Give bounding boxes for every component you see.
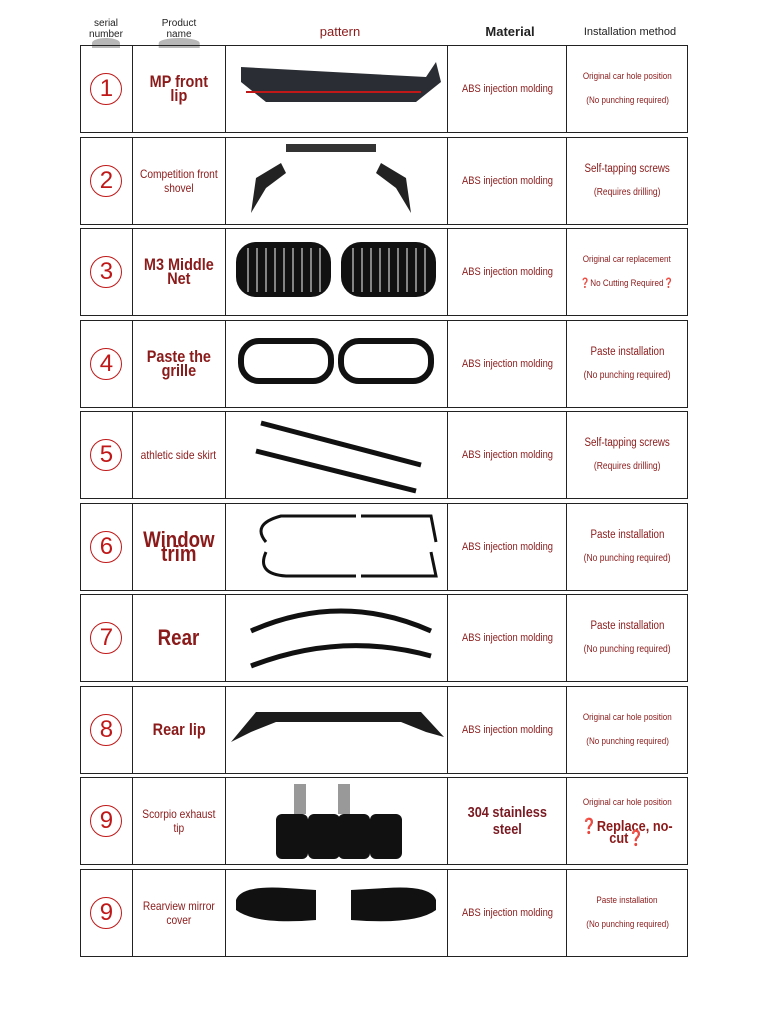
- pattern-cell: [226, 778, 448, 864]
- installation-note: (No punching required): [585, 735, 669, 747]
- front-lip-image: [226, 47, 446, 132]
- serial-cell: [81, 504, 133, 590]
- material-cell: [448, 138, 568, 224]
- material-cell: [448, 687, 568, 773]
- product-name-cell: [133, 412, 226, 498]
- exhaust-tip-image: [226, 779, 446, 864]
- serial-number: 7: [90, 622, 122, 654]
- installation-cell: [567, 321, 687, 407]
- table-row: [80, 869, 688, 957]
- installation-note: (No punching required): [583, 552, 671, 564]
- serial-number: 1: [90, 73, 122, 105]
- serial-cell: [81, 687, 133, 773]
- material-text: ABS injection molding: [461, 540, 553, 553]
- installation-cell: [567, 412, 687, 498]
- installation-cell: [567, 46, 687, 132]
- installation-note: (Requires drilling): [593, 461, 661, 472]
- installation-method: Original car replacement: [583, 254, 672, 265]
- installation-method: Paste installation: [590, 620, 665, 632]
- table-row: [80, 320, 688, 408]
- table-row: [80, 45, 688, 133]
- table-row: [80, 503, 688, 591]
- installation-note: (No punching required): [585, 918, 669, 930]
- header-serial-number: [86, 18, 126, 40]
- serial-cell: [81, 229, 133, 315]
- product-name: athletic side skirt: [140, 448, 217, 462]
- installation-method: Paste installation: [590, 345, 665, 358]
- m3-grille-image: [226, 230, 446, 315]
- window-trim-image: [226, 504, 446, 589]
- pattern-cell: [226, 595, 448, 681]
- material-text: ABS injection molding: [461, 83, 553, 95]
- table-row: [80, 686, 688, 774]
- material-cell: [448, 870, 568, 956]
- serial-cell: [81, 138, 133, 224]
- serial-number: 6: [90, 531, 122, 563]
- installation-cell: [567, 504, 687, 590]
- installation-method: Paste installation: [590, 528, 665, 541]
- installation-method: Self-tapping screws: [584, 162, 670, 175]
- pattern-cell: [226, 229, 448, 315]
- installation-note: ❓No Cutting Required❓: [580, 278, 674, 289]
- installation-note: (Requires drilling): [593, 186, 661, 198]
- installation-note: (No punching required): [583, 369, 671, 381]
- product-name-cell: [133, 778, 226, 864]
- pattern-cell: [226, 687, 448, 773]
- product-name-cell: [133, 138, 226, 224]
- material-text: ABS injection molding: [461, 357, 553, 370]
- pattern-cell: [226, 138, 448, 224]
- header-label: Product name: [161, 18, 197, 40]
- installation-cell: [567, 595, 687, 681]
- serial-number: 3: [90, 256, 122, 288]
- product-name: M3 Middle Net: [143, 255, 214, 288]
- serial-number: 2: [90, 165, 122, 197]
- serial-cell: [81, 778, 133, 864]
- installation-cell: [567, 138, 687, 224]
- mirror-cover-image: [226, 870, 446, 955]
- material-text: 304 stainless steel: [467, 804, 547, 838]
- serial-cell: [81, 46, 133, 132]
- product-name-cell: [133, 46, 226, 132]
- pattern-cell: [226, 46, 448, 132]
- product-name-cell: [133, 687, 226, 773]
- front-shovel-image: [226, 138, 446, 223]
- serial-cell: [81, 412, 133, 498]
- serial-number: 9: [90, 805, 122, 837]
- header-installation-method: Installation method: [583, 26, 677, 38]
- header-label: serial number: [89, 18, 123, 40]
- installation-cell: [567, 778, 687, 864]
- material-cell: [448, 229, 568, 315]
- installation-cell: [567, 870, 687, 956]
- material-cell: [448, 321, 568, 407]
- installation-cell: [567, 687, 687, 773]
- header-pattern: pattern: [319, 24, 361, 39]
- material-text: ABS injection molding: [461, 632, 553, 644]
- serial-number: 8: [90, 714, 122, 746]
- material-text: ABS injection molding: [461, 266, 553, 278]
- installation-cell: [567, 229, 687, 315]
- rear-spoiler-image: [226, 596, 446, 681]
- installation-method: Original car hole position: [582, 71, 672, 82]
- material-cell: [448, 46, 568, 132]
- installation-note: (No punching required): [583, 644, 671, 655]
- material-text: ABS injection molding: [461, 723, 553, 736]
- product-name-cell: [133, 595, 226, 681]
- material-cell: [448, 595, 568, 681]
- serial-number: 5: [90, 439, 122, 471]
- product-name-cell: [133, 504, 226, 590]
- serial-cell: [81, 321, 133, 407]
- installation-method: Original car hole position: [582, 711, 672, 723]
- product-name-cell: [133, 870, 226, 956]
- header-material: Material: [485, 24, 535, 39]
- table-row: [80, 777, 688, 865]
- product-name: Rear lip: [152, 719, 206, 739]
- table-row: [80, 594, 688, 682]
- installation-method: Paste installation: [596, 894, 658, 906]
- material-cell: [448, 412, 568, 498]
- table-row: [80, 228, 688, 316]
- installation-note: (No punching required): [585, 95, 669, 106]
- serial-cell: [81, 595, 133, 681]
- material-text: ABS injection molding: [461, 449, 553, 461]
- material-text: ABS injection molding: [461, 174, 553, 187]
- material-text: ABS injection molding: [461, 906, 553, 919]
- installation-note: ❓Replace, no-cut❓: [581, 818, 674, 847]
- product-name: Scorpio exhaust tip: [142, 807, 216, 835]
- side-skirt-image: [226, 413, 446, 498]
- header-product-name: [150, 18, 208, 40]
- table-row: [80, 411, 688, 499]
- pattern-cell: [226, 504, 448, 590]
- product-name: Rear: [157, 625, 200, 650]
- material-cell: [448, 504, 568, 590]
- product-name: MP front lip: [149, 72, 208, 105]
- product-name: Competition front shovel: [139, 166, 218, 195]
- rear-lip-image: [226, 687, 446, 772]
- installation-method: Self-tapping screws: [584, 437, 670, 449]
- product-name: Rearview mirror cover: [142, 898, 215, 927]
- product-name: Paste the grille: [146, 346, 211, 380]
- pattern-cell: [226, 870, 448, 956]
- paste-grille-image: [226, 321, 446, 406]
- material-cell: [448, 778, 568, 864]
- installation-method: Original car hole position: [582, 797, 672, 808]
- serial-number: 4: [90, 348, 122, 380]
- serial-cell: [81, 870, 133, 956]
- pattern-cell: [226, 412, 448, 498]
- product-name-cell: [133, 321, 226, 407]
- table-row: [80, 137, 688, 225]
- serial-number: 9: [90, 897, 122, 929]
- product-name: Window trim: [142, 526, 215, 566]
- product-name-cell: [133, 229, 226, 315]
- pattern-cell: [226, 321, 448, 407]
